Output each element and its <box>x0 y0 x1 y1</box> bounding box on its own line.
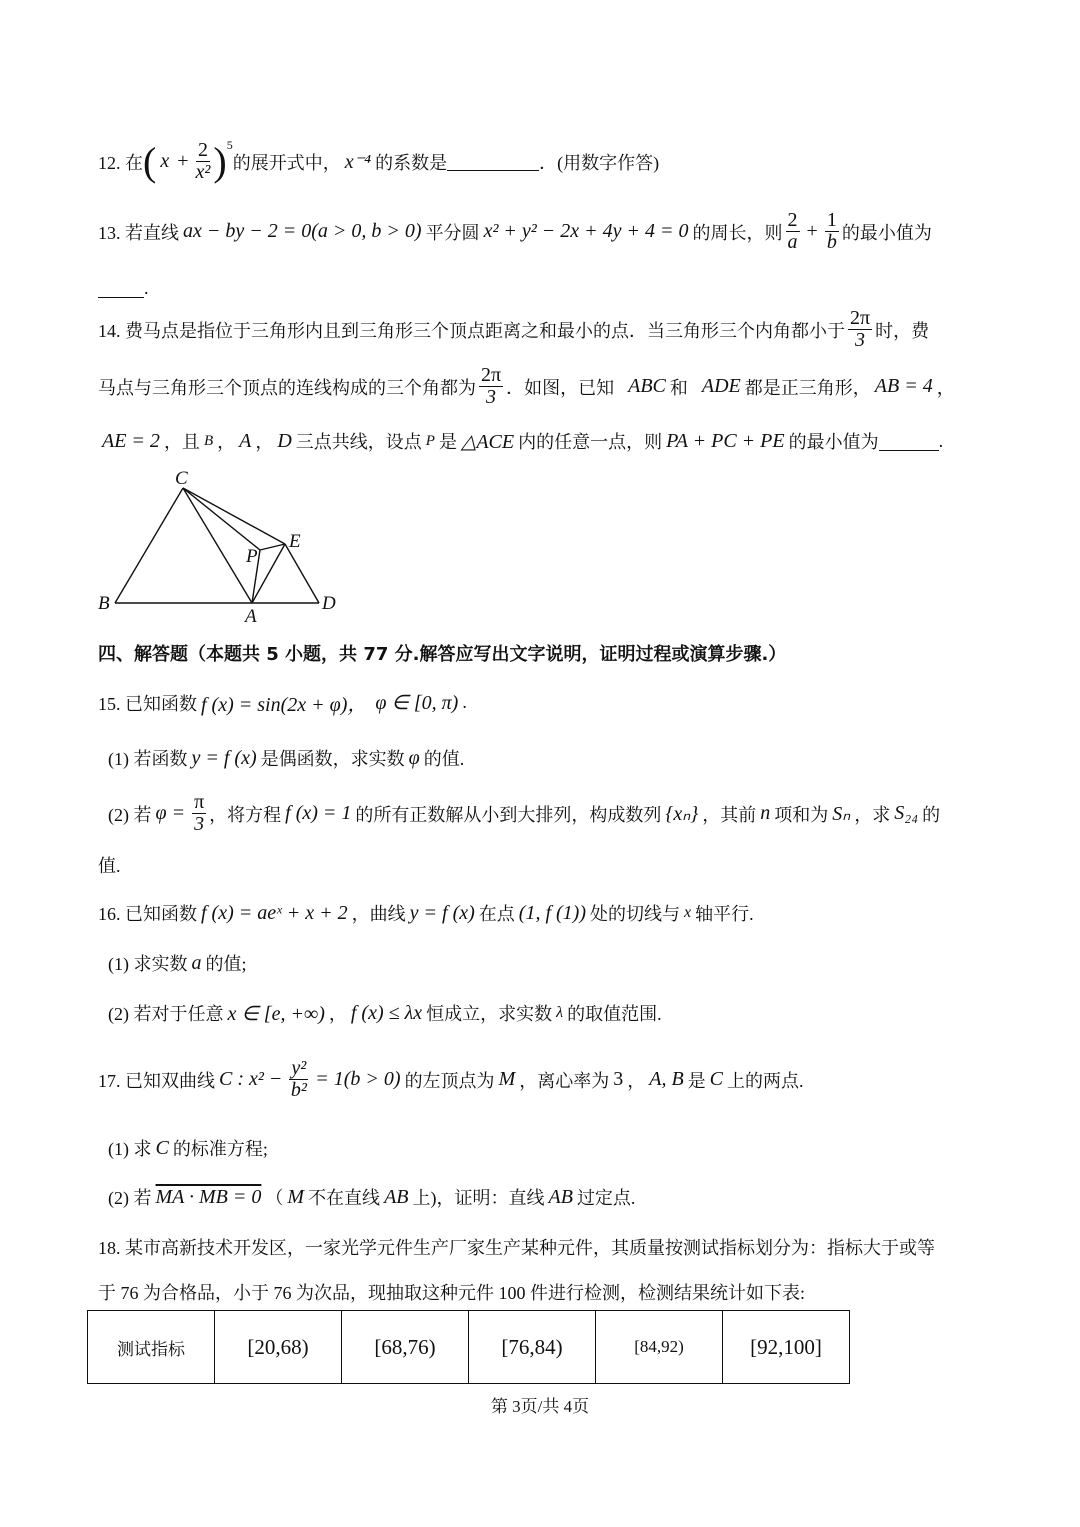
q17-text: (1) 求 <box>108 1139 152 1159</box>
question-12 <box>98 138 659 185</box>
q14-abc: ABC <box>628 375 666 397</box>
numerator: π <box>194 791 205 813</box>
question-18-line2: 于 76 为合格品，小于 76 为次品，现抽取这种元件 100 件进行检测，检测结果统计如下表: <box>98 1283 805 1303</box>
q15-text: ，求 <box>854 804 891 825</box>
question-13 <box>98 210 932 253</box>
q14-text: 时，费 <box>875 320 930 341</box>
q14-d: D <box>277 429 292 452</box>
label-c: C <box>175 468 188 489</box>
answer-blank <box>879 432 939 451</box>
q12-text: ．(用数字作答) <box>539 152 660 173</box>
q16-part1 <box>108 950 247 976</box>
q15-sn: Sₙ <box>832 803 851 825</box>
q12-fraction <box>196 140 211 183</box>
q17-part2 <box>108 1184 635 1210</box>
q12-plus: + <box>177 150 189 172</box>
q15-frac <box>192 792 206 835</box>
q12-text: 的展开式中， <box>232 152 341 173</box>
denominator: a <box>787 231 798 253</box>
q17-text: 过定点. <box>576 1188 636 1208</box>
answer-blank <box>98 279 144 298</box>
q17-text: 是 <box>687 1070 706 1091</box>
q16-text: 在点 <box>478 904 515 924</box>
q16-text: 轴平行. <box>695 904 754 924</box>
table-cell: [20,68) <box>215 1311 342 1384</box>
q17-text: 的标准方程; <box>172 1139 268 1159</box>
denominator: 3 <box>194 813 205 835</box>
q15-n: n <box>760 802 771 824</box>
q16-lambda: λ <box>556 1004 564 1021</box>
paren-open: ( <box>143 139 157 184</box>
q16-text: (2) 若对于任意 <box>108 1004 224 1024</box>
table-header-cell: 测试指标 <box>88 1311 215 1384</box>
q12-term: x⁻⁴ <box>344 151 372 173</box>
q12-power: 5 <box>226 138 233 152</box>
q13-answer-line <box>98 278 149 299</box>
edge-ed <box>285 544 319 603</box>
numerator: y² <box>291 1057 307 1079</box>
q17-ab: AB <box>384 1185 409 1208</box>
q14-text: 是 <box>438 432 457 452</box>
q15-text: ，其前 <box>702 804 757 825</box>
q15-phi: φ <box>408 746 420 769</box>
numerator: 2π <box>850 307 871 329</box>
table-cell: [92,100] <box>723 1311 850 1384</box>
q15-seq: {xₙ} <box>665 803 699 825</box>
label-b: B <box>98 593 110 614</box>
denominator: x² <box>195 161 211 183</box>
q14-text: 的最小值为 <box>788 432 879 452</box>
q14-text: 14. 费马点是指位于三角形内且到三角形三个顶点距离之和最小的点．当三角形三个内角都小于 <box>98 320 845 341</box>
q13-text: 的周长，则 <box>692 222 783 243</box>
q14-comma: ， <box>936 377 955 398</box>
q15-text: 是偶函数，求实数 <box>260 749 405 769</box>
triangle-figure <box>90 460 350 630</box>
q14-a: A <box>239 429 252 452</box>
q17-c: C <box>709 1068 724 1090</box>
q15-text: ，将方程 <box>209 804 282 825</box>
denominator: b <box>826 231 837 253</box>
label-a: A <box>245 606 257 627</box>
q13-frac2 <box>825 210 839 253</box>
q15-text: (2) 若 <box>108 804 152 825</box>
q17-vector: MA · MB = 0 <box>155 1185 262 1208</box>
q17-m: M <box>287 1185 305 1208</box>
q14-text: ，且 <box>163 432 200 452</box>
q14-frac <box>479 365 503 408</box>
q16-inequality: f (x) ≤ λx <box>350 1001 423 1024</box>
q17-text: 的左顶点为 <box>404 1070 495 1091</box>
q14-text: ， <box>217 432 236 452</box>
q16-part2 <box>108 1000 662 1026</box>
answer-blank <box>447 152 539 171</box>
edge-pe <box>260 544 285 550</box>
question-15 <box>98 688 467 717</box>
q12-text: 12. 在 <box>98 152 143 173</box>
q17-eq: = 1(b > 0) <box>315 1068 401 1090</box>
q13-text: 13. 若直线 <box>98 222 179 243</box>
q16-text: 恒成立，求实数 <box>426 1004 553 1024</box>
q15-text: 的所有正数解从小到大排列，构成数列 <box>355 804 662 825</box>
denominator: 3 <box>855 329 866 351</box>
table-cell: [76,84) <box>469 1311 596 1384</box>
q16-point: (1, f (1)) <box>518 901 586 924</box>
q17-part1 <box>108 1135 268 1161</box>
question-16 <box>98 900 754 926</box>
q16-x: x <box>683 904 692 921</box>
q16-text: (1) 求实数 <box>108 954 188 974</box>
question-14-line1 <box>98 308 929 351</box>
q17-text: 17. 已知双曲线 <box>98 1070 215 1091</box>
edge-cp <box>183 488 260 550</box>
q15-text: (1) 若函数 <box>108 749 188 769</box>
q17-text: ，离心率为 <box>519 1070 610 1091</box>
q13-end: . <box>144 278 149 298</box>
q17-text: 上的两点. <box>727 1070 804 1091</box>
q17-c: C <box>155 1136 169 1159</box>
q13-circle-eq: x² + y² − 2x + 4y + 4 = 0 <box>483 220 689 242</box>
table-row <box>88 1311 850 1384</box>
q15-text: . <box>462 692 467 712</box>
q13-text: 的最小值为 <box>841 222 932 243</box>
q15-part2 <box>108 792 940 835</box>
q13-line-eq: ax − by − 2 = 0(a > 0, b > 0) <box>183 220 422 242</box>
q14-ade: ADE <box>701 375 741 397</box>
question-14-line2 <box>98 365 955 408</box>
edge-ca <box>183 488 252 603</box>
numerator: 1 <box>826 209 837 231</box>
q17-text: (2) 若 <box>108 1188 152 1208</box>
q17-text: ， <box>627 1070 646 1091</box>
denominator: b² <box>290 1079 307 1101</box>
q14-text: ， <box>255 432 274 452</box>
q16-text: 的值; <box>205 954 247 974</box>
q14-end: . <box>938 430 944 451</box>
question-18-line1: 18. 某市高新技术开发区，一家光学元件生产厂家生产某种元件，其质量按测试指标划分为：指标大于或等 <box>98 1238 935 1258</box>
q16-text: ， <box>328 1004 347 1024</box>
section-heading: 四、解答题（本题共 5 小题，共 77 分.解答应写出文字说明，证明过程或演算步骤.） <box>98 644 787 665</box>
q15-part1 <box>108 745 464 771</box>
numerator: 2 <box>197 139 208 161</box>
q16-text: 的取值范围. <box>567 1004 662 1024</box>
question-14-line3 <box>102 428 943 454</box>
q14-frac <box>848 308 872 351</box>
q15-text: 15. 已知函数 <box>98 693 197 714</box>
q15-function: f (x) = sin(2x + φ)， <box>201 694 368 716</box>
q15-part2-cont: 值. <box>98 856 121 876</box>
q14-ae: AE = 2 <box>102 429 160 452</box>
table-cell: [84,92) <box>596 1311 723 1384</box>
q17-e: 3 <box>613 1068 624 1090</box>
edge-cb <box>115 488 183 603</box>
q17-text: 不在直线 <box>308 1188 381 1208</box>
q13-plus: + <box>806 220 818 242</box>
q16-text: 处的切线与 <box>589 904 680 924</box>
q14-p: P <box>425 432 435 449</box>
q16-function: f (x) = aeˣ + x + 2 <box>201 901 348 924</box>
q15-text: 项和为 <box>774 804 829 825</box>
page-footer: 第 3页/共 4页 <box>490 1397 590 1416</box>
denominator: 3 <box>486 386 497 408</box>
q13-text: 平分圆 <box>425 222 480 243</box>
q14-b: B <box>203 432 214 449</box>
label-e: E <box>289 531 301 552</box>
q15-text: 的值. <box>423 749 465 769</box>
q17-ab: A, B <box>649 1068 684 1090</box>
table-cell: [68,76) <box>342 1311 469 1384</box>
q17-ab: AB <box>548 1185 573 1208</box>
q15-expr: y = f (x) <box>191 746 257 769</box>
q17-m: M <box>498 1068 516 1090</box>
q15-expr: f (x) = 1 <box>285 802 352 824</box>
q17-text: 上)，证明：直线 <box>412 1188 545 1208</box>
q14-text: 三点共线，设点 <box>295 432 422 452</box>
q14-text: 内的任意一点，则 <box>518 432 663 452</box>
numerator: 2 <box>787 209 798 231</box>
q16-a: a <box>191 951 202 974</box>
label-d: D <box>322 593 336 614</box>
q13-frac1 <box>786 210 800 253</box>
q17-frac <box>289 1058 308 1101</box>
q14-ab: AB = 4 <box>874 375 933 397</box>
q14-sum: PA + PC + PE <box>666 429 785 452</box>
q17-eq: C : x² − <box>219 1068 283 1090</box>
q16-domain: x ∈ [e, +∞) <box>227 1002 325 1025</box>
q15-text: 的 <box>922 804 941 825</box>
question-17 <box>98 1058 804 1101</box>
q12-x: x <box>160 150 170 172</box>
q15-s24: S₂₄ <box>894 802 919 824</box>
q17-text: （ <box>265 1188 284 1208</box>
q14-text: 和 <box>669 377 688 398</box>
q14-text: 马点与三角形三个顶点的连线构成的三个角都为 <box>98 377 476 398</box>
test-index-table <box>87 1310 850 1384</box>
q16-text: 16. 已知函数 <box>98 904 197 924</box>
q15-domain: φ ∈ [0, π) <box>375 692 459 714</box>
edge-ce <box>183 488 285 544</box>
paren-close: ) <box>213 139 227 184</box>
q14-text: ．如图，已知 <box>506 377 615 398</box>
q16-curve: y = f (x) <box>409 901 475 924</box>
q15-phi: φ = <box>155 802 186 824</box>
label-p: P <box>246 546 258 567</box>
q12-text: 的系数是 <box>375 152 448 173</box>
numerator: 2π <box>481 364 502 386</box>
q16-text: ，曲线 <box>351 904 406 924</box>
q14-ace: △ACE <box>460 430 515 453</box>
q14-text: 都是正三角形， <box>744 377 871 398</box>
